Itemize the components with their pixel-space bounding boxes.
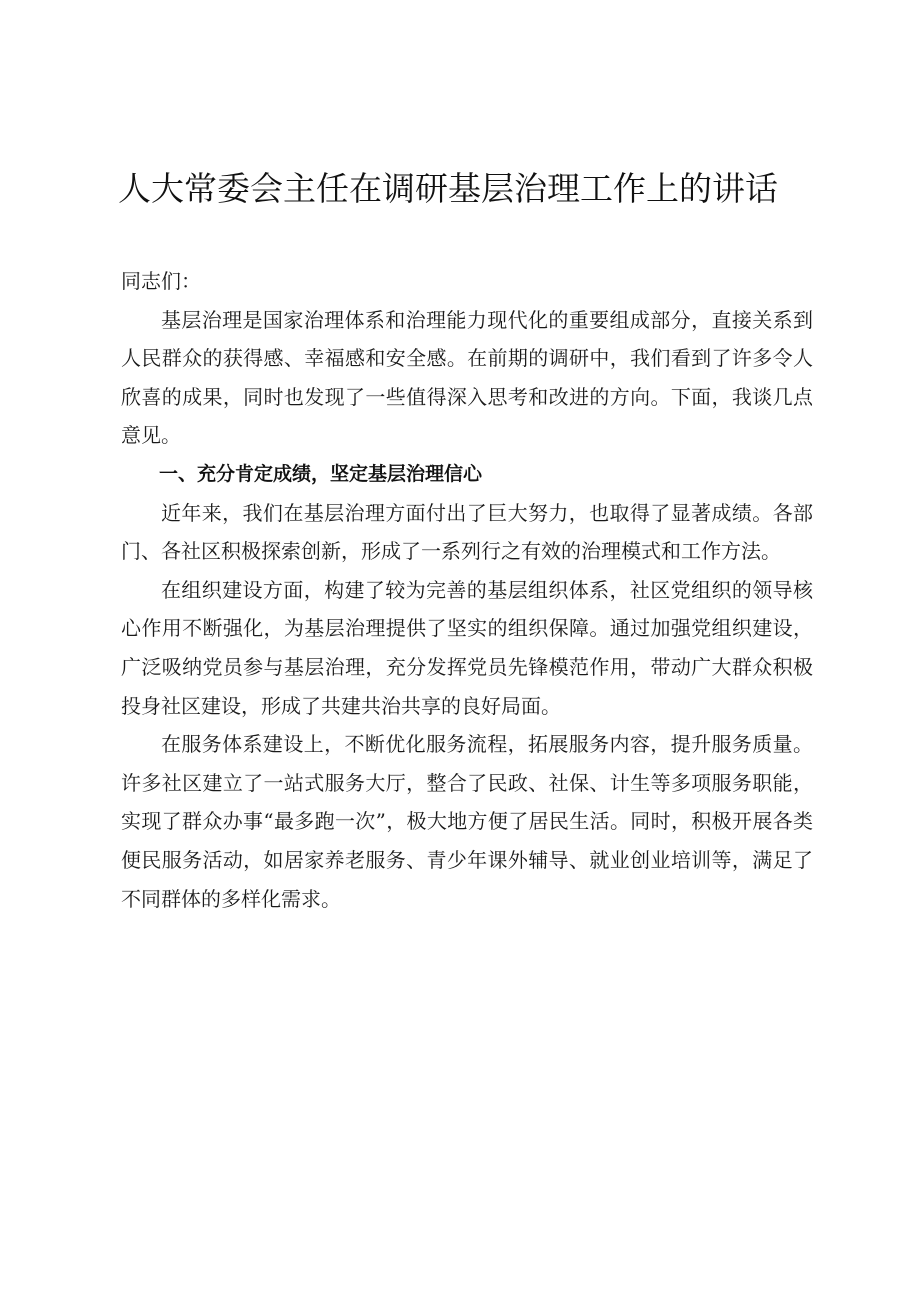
section-heading-1: 一、充分肯定成绩，坚定基层治理信心 [159,462,483,485]
salutation: 同志们： [121,269,201,293]
paragraph-achievements: 近年来，我们在基层治理方面付出了巨大努力，也取得了显著成绩。各部门、各社区积极探索创新，形成了一系列行之有效的治理模式和工作方法。 [121,500,813,564]
document-title: 人大常委会主任在调研基层治理工作上的讲话 [118,169,778,208]
paragraph-intro: 基层治理是国家治理体系和治理能力现代化的重要组成部分，直接关系到人民群众的获得感、幸福感和安全感。在前期的调研中，我们看到了许多令人欣喜的成果，同时也发现了一些值得深入思考和改进的方向。下面，我谈几点意见。 [121,307,813,448]
paragraph-services: 在服务体系建设上，不断优化服务流程，拓展服务内容，提升服务质量。许多社区建立了一站式服务大厅，整合了民政、社保、计生等多项服务职能，实现了群众办事“最多跑一次”，极大地方便了居民生活。同时，积极开展各类便民服务活动，如居家养老服务、青少年课外辅导、就业创业培训等，满足了不同群体的多样化需求。 [121,732,813,911]
document-body [121,262,813,918]
paragraph-organization: 在组织建设方面，构建了较为完善的基层组织体系，社区党组织的领导核心作用不断强化，为基层治理提供了坚实的组织保障。通过加强党组织建设，广泛吸纳党员参与基层治理，充分发挥党员先锋模范作用，带动广大群众积极投身社区建设，形成了共建共治共享的良好局面。 [121,577,813,718]
